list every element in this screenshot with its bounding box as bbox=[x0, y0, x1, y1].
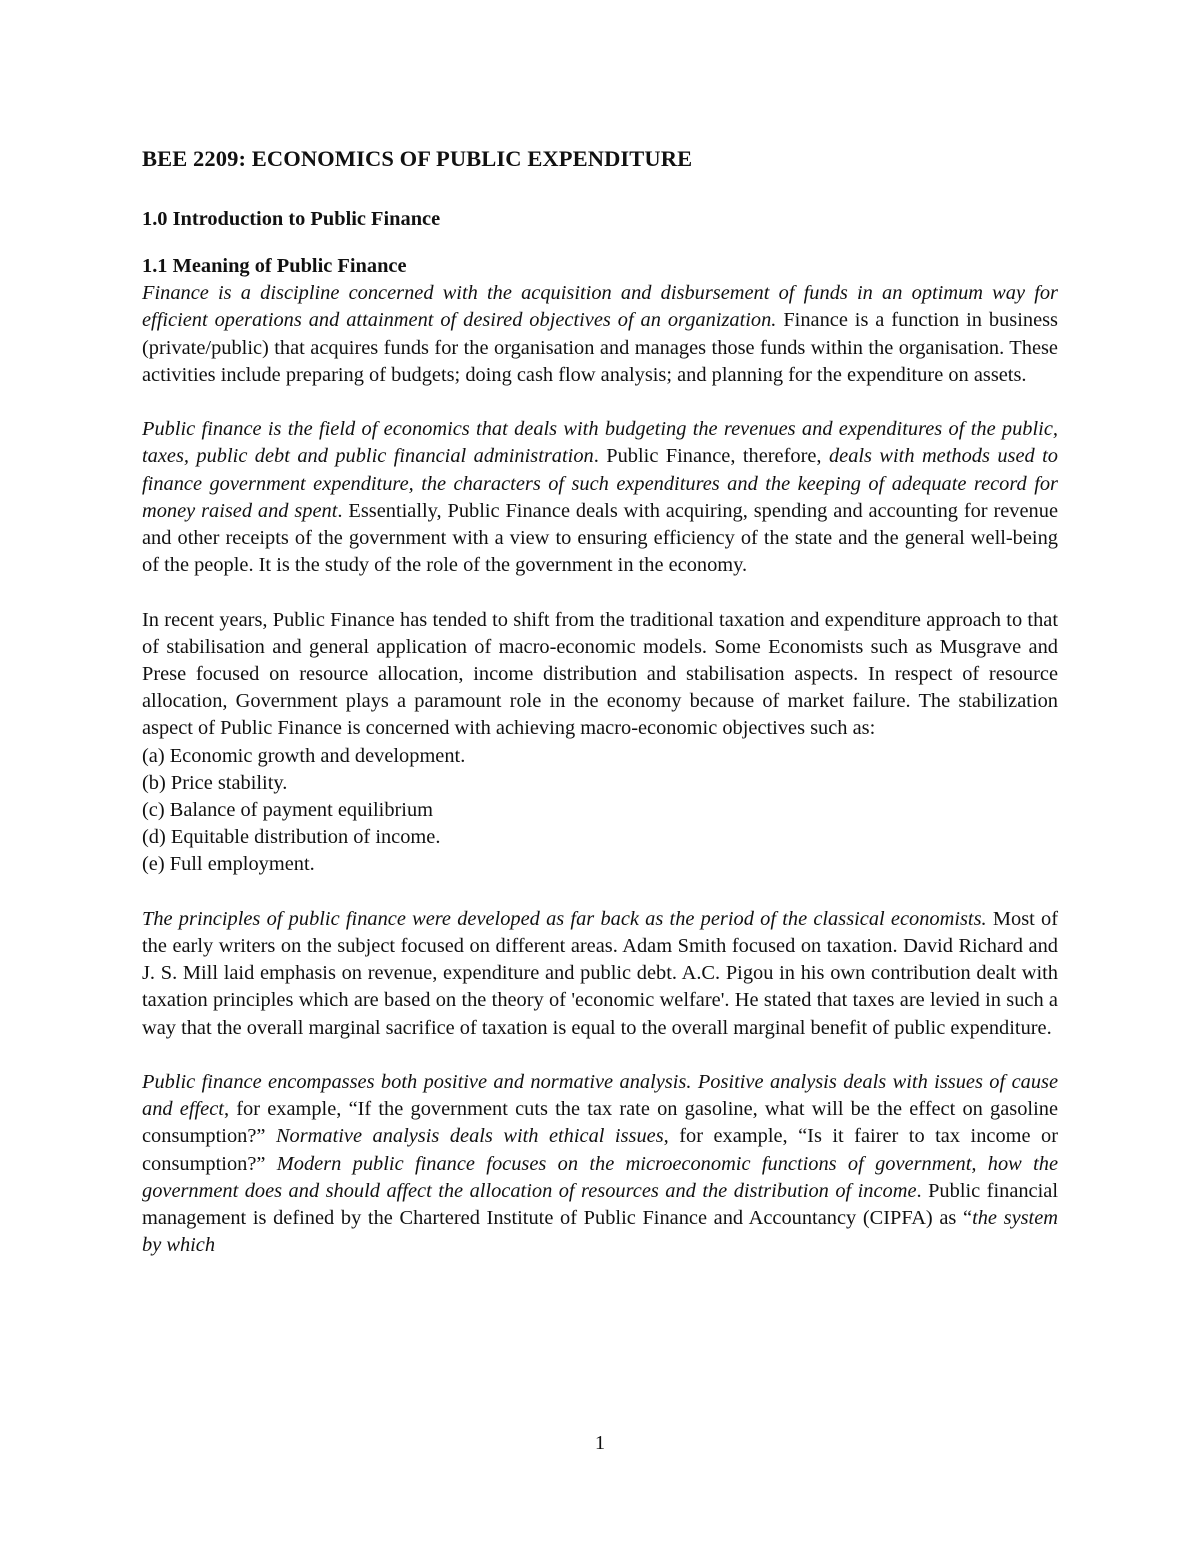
paragraph-positive-normative bbox=[142, 1069, 1058, 1259]
list-item: (d) Equitable distribution of income. bbox=[142, 826, 441, 849]
document-page bbox=[142, 140, 1058, 1259]
italic-text: The principles of public finance were developed as far back as the period of the classical economists. bbox=[142, 907, 987, 930]
subsection-heading: 1.1 Meaning of Public Finance bbox=[142, 255, 407, 277]
body-text: . Essentially, Public Finance deals with acquiring, spending and accounting for revenue and other receipts of the government with a view to ensuring efficiency of the state and the general well-being of the people. It is the study of the role of the government in the economy. bbox=[142, 499, 1058, 577]
list-item: (b) Price stability. bbox=[142, 771, 288, 794]
list-item: (c) Balance of payment equilibrium bbox=[142, 799, 434, 822]
body-text: , for example, “Is it fairer to tax income or consumption?” bbox=[142, 1125, 1059, 1175]
paragraph-finance-definition bbox=[142, 280, 1058, 389]
italic-text: Finance is a discipline concerned with the acquisition and disbursement of funds in an optimum way for efficient operations and attainment of desired objectives of an organization. bbox=[142, 282, 1058, 332]
italic-text: deals with methods used to finance government expenditure, the characters of such expenditures and the keeping of adequate record for money raised and spent bbox=[142, 445, 1059, 522]
italic-text: Modern public finance focuses on the microeconomic functions of government, how the government does and should affect the allocation of resources and the distribution of income bbox=[142, 1152, 1058, 1202]
section-heading: 1.0 Introduction to Public Finance bbox=[142, 208, 441, 230]
body-text: , for example, “If the government cuts the tax rate on gasoline, what will be the effect on gasoline consumption?” bbox=[142, 1098, 1058, 1148]
body-text: . Public Finance, therefore, bbox=[593, 445, 829, 468]
italic-text: Public finance is the field of economics that deals with budgeting the revenues and expenditures of the public, taxes, public debt and public financial administration bbox=[142, 418, 1058, 468]
objectives-list bbox=[142, 743, 1058, 879]
list-item: (a) Economic growth and development. bbox=[142, 744, 466, 767]
italic-text: the system by which bbox=[142, 1207, 1058, 1257]
list-item: (e) Full employment. bbox=[142, 853, 315, 876]
page-number: 1 bbox=[594, 1432, 606, 1454]
body-text: . Public financial management is defined by the Chartered Institute of Public Finance and Accountancy (CIPFA) as “ bbox=[142, 1179, 1058, 1230]
body-text: Most of the early writers on the subject focused on different areas. Adam Smith focused on taxation. David Richard and J. S. Mill laid emphasis on revenue, expenditure and public debt. A.C. Pigou in his own contribution dealt with taxation principles which are based on the theory of 'economic welfare'. He stated that taxes are levied in such a way that the overall marginal sacrifice of taxation is equal to the overall marginal benefit of public expenditure. bbox=[142, 907, 1059, 1039]
body-text: Finance is a function in business (private/public) that acquires funds for the organisation and manages those funds within the organisation. These activities include preparing of budgets; doing cash flow analysis; and planning for the expenditure on assets. bbox=[142, 309, 1058, 386]
document-title: BEE 2209: ECONOMICS OF PUBLIC EXPENDITURE bbox=[142, 146, 693, 171]
paragraph-recent-years: In recent years, Public Finance has tended to shift from the traditional taxation and expenditure approach to that of stabilisation and general application of macro-economic models. Some Economists such as Musgrave and Prese focused on resource allocation, income distribution and stabilisation aspects. In respect of resource allocation, Government plays a paramount role in the economy because of market failure. The stabilization aspect of Public Finance is concerned with achieving macro-economic objectives such as: bbox=[142, 608, 1058, 740]
italic-text: Public finance encompasses both positive and normative analysis. Positive analysis deals with issues of cause and effect bbox=[142, 1071, 1058, 1121]
paragraph-principles bbox=[142, 906, 1058, 1042]
italic-text: Normative analysis deals with ethical issues bbox=[275, 1125, 664, 1148]
paragraph-public-finance-definition bbox=[142, 416, 1058, 579]
